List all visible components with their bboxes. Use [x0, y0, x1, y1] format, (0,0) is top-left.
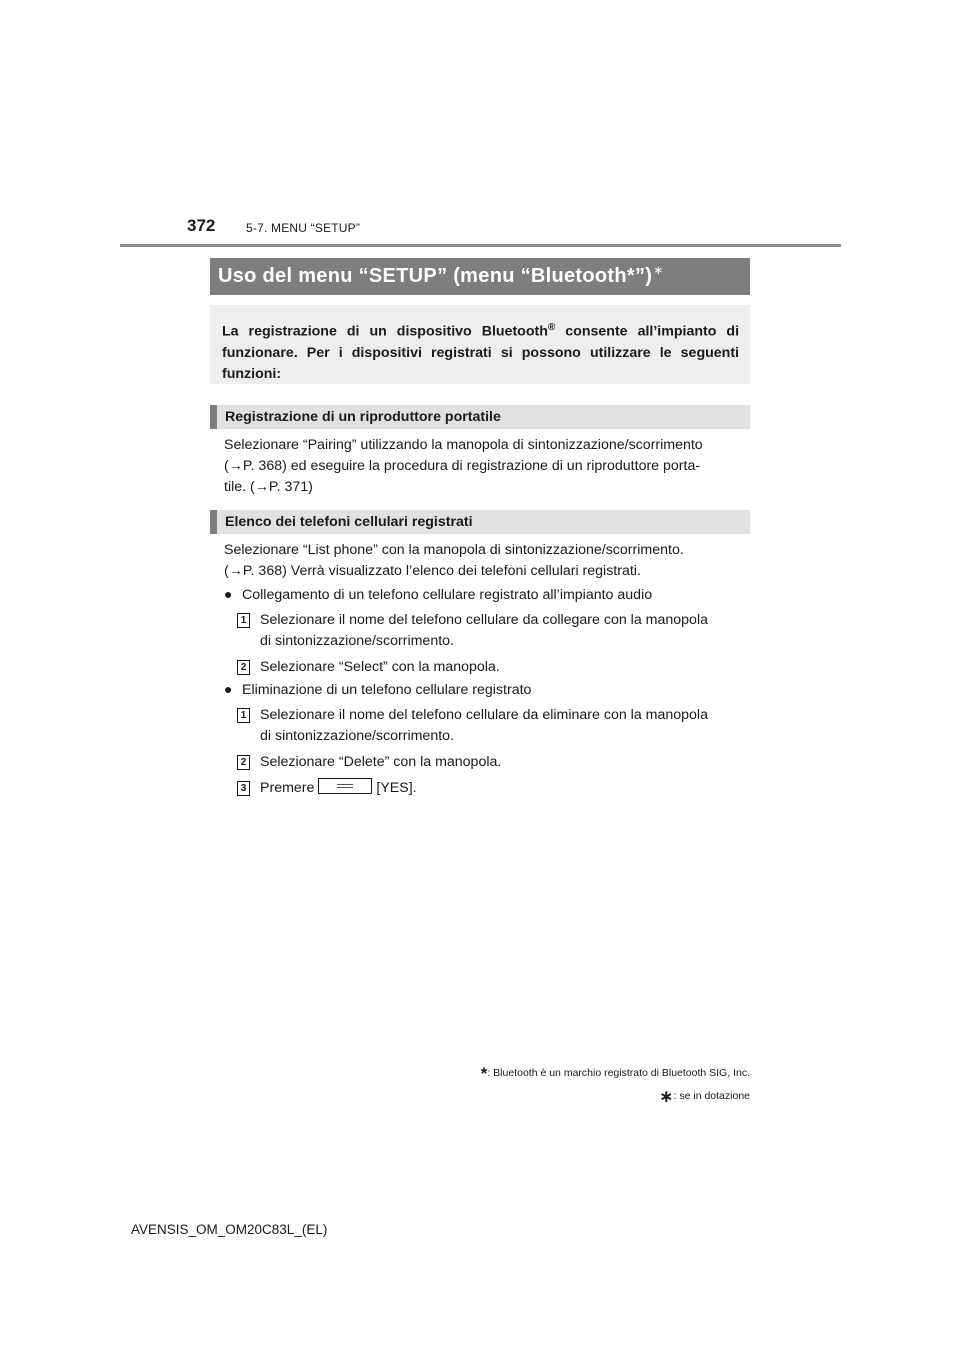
- section-title: 5-7. MENU “SETUP”: [246, 221, 361, 235]
- section-heading-portable-player: [210, 405, 750, 429]
- hang-up-button-icon: [318, 778, 372, 794]
- step-line: Selezionare “Select” con la manopola.: [260, 659, 500, 675]
- bullet-text: Collegamento di un telefono cellulare registrato all’impianto audio: [242, 587, 653, 603]
- step-text: [260, 752, 746, 773]
- step-text-before: Premere: [260, 780, 315, 796]
- step-line: di sintonizzazione/scorrimento.: [260, 728, 454, 744]
- section-heading-registered-phones: [210, 510, 750, 534]
- footnote-trademark: [481, 1064, 750, 1084]
- section1-line: (→P. 368) ed eseguire la procedura di registrazione di un riproduttore porta-: [224, 458, 701, 474]
- intro-box: [210, 305, 750, 384]
- section2-body: [224, 540, 746, 582]
- intro-text-a: La registrazione di un dispositivo Bluetooth: [222, 323, 548, 340]
- section2-heading: Elenco dei telefoni cellulari registrati: [225, 514, 473, 530]
- banner-asterisk: ∗: [653, 262, 664, 277]
- banner-title: Uso del menu “SETUP” (menu “Bluetooth*”): [218, 265, 653, 287]
- footnote-text: : se in dotazione: [673, 1090, 750, 1102]
- step-text: [260, 778, 746, 799]
- section2-line: (→P. 368) Verrà visualizzato l’elenco dei telefoni cellulari registrati.: [224, 563, 641, 579]
- document-code: AVENSIS_OM_OM20C83L_(EL): [131, 1222, 328, 1237]
- section1-heading: Registrazione di un riproduttore portatile: [225, 409, 501, 425]
- section1-body: [224, 435, 746, 498]
- step-line: Selezionare “Delete” con la manopola.: [260, 754, 502, 770]
- section1-line: tile. (→P. 371): [224, 479, 313, 495]
- step-text: [260, 705, 746, 747]
- step-number-box: 3: [237, 781, 250, 796]
- bullet-delete-phone: [224, 679, 531, 701]
- registered-mark: ®: [547, 322, 556, 333]
- step-text: [260, 657, 746, 678]
- section1-line: Selezionare “Pairing” utilizzando la manopola di sintonizzazione/scorrimento: [224, 437, 703, 453]
- page-number: 372: [187, 216, 216, 235]
- step-line: Selezionare il nome del telefono cellulare da collegare con la manopola: [260, 612, 708, 628]
- step-text-after: [YES].: [376, 780, 417, 796]
- bullet-dot-icon: ●: [224, 586, 233, 602]
- intro-text-b: consente all’impianto di funzionare. Per i dispositivi registrati si possono utilizzare le seguenti funzioni:: [222, 323, 740, 382]
- bullet-text: Eliminazione di un telefono cellulare registrato: [242, 682, 532, 698]
- step-number-box: 1: [237, 613, 250, 628]
- step-text: [260, 610, 746, 652]
- bullet-connect-phone: [224, 584, 652, 606]
- header-rule: [120, 244, 841, 247]
- section2-line: Selezionare “List phone” con la manopola di sintonizzazione/scorrimento.: [224, 542, 684, 558]
- step-line: Selezionare il nome del telefono cellulare da eliminare con la manopola: [260, 707, 708, 723]
- footnote-text: : Bluetooth è un marchio registrato di Bluetooth SIG, Inc.: [487, 1067, 750, 1079]
- step-number-box: 1: [237, 708, 250, 723]
- page-banner: [210, 258, 750, 295]
- step-number-box: 2: [237, 755, 250, 770]
- step-line: di sintonizzazione/scorrimento.: [260, 633, 454, 649]
- step-number-box: 2: [237, 660, 250, 675]
- asterisk-mark: *: [480, 1064, 488, 1083]
- bullet-dot-icon: ●: [224, 681, 233, 697]
- asterisk-mark: ∗: [659, 1087, 674, 1106]
- footnote-if-equipped: [659, 1087, 750, 1107]
